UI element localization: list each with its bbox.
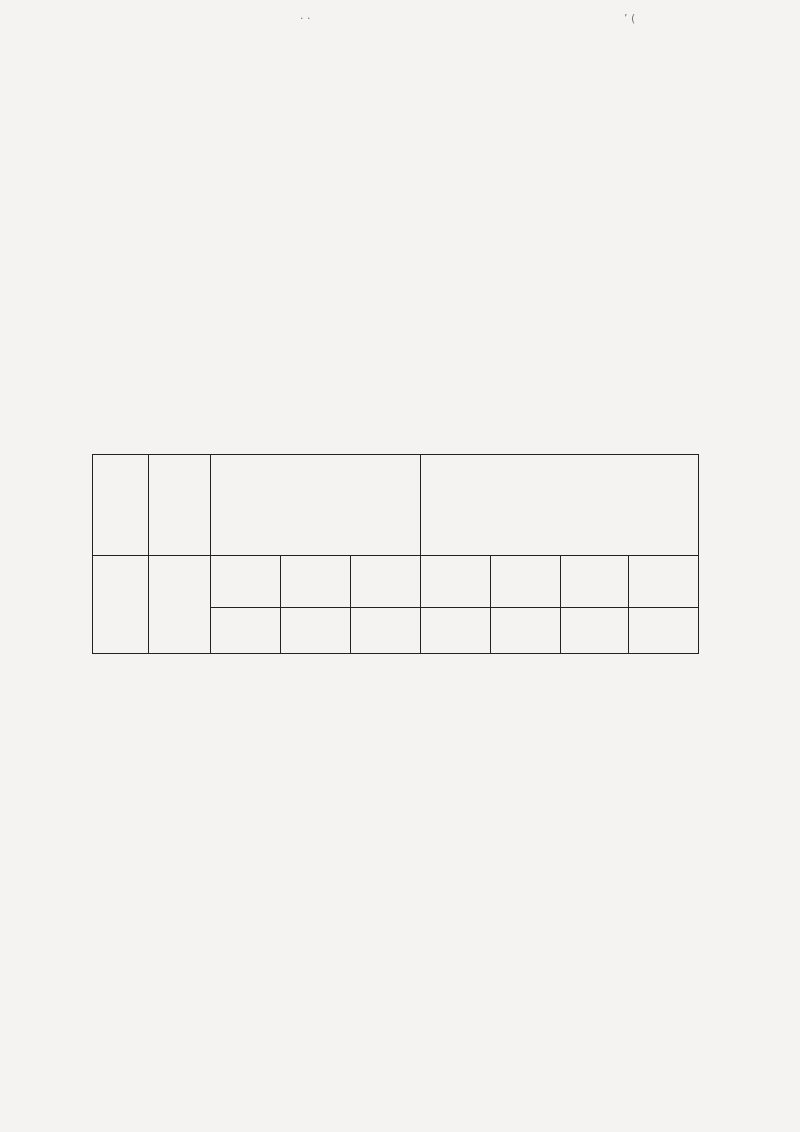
investment-table	[92, 454, 699, 654]
national-header	[149, 455, 211, 556]
region-group-header	[421, 455, 699, 556]
scan-speck: · ·	[300, 12, 311, 25]
industry-label	[211, 555, 281, 607]
region-label	[561, 555, 629, 607]
industry-label	[351, 555, 421, 607]
corner-cell	[93, 455, 149, 556]
region-label	[491, 555, 561, 607]
region-label	[629, 555, 699, 607]
region-value	[561, 607, 629, 653]
row-label	[93, 555, 149, 654]
national-value	[149, 555, 211, 654]
scan-speck: ٬ (	[624, 12, 636, 25]
region-value	[491, 607, 561, 653]
region-value	[421, 607, 491, 653]
region-label	[421, 555, 491, 607]
industry-label	[281, 555, 351, 607]
industry-value	[281, 607, 351, 653]
industry-value	[211, 607, 281, 653]
region-value	[629, 607, 699, 653]
industry-value	[351, 607, 421, 653]
industry-group-header	[211, 455, 421, 556]
